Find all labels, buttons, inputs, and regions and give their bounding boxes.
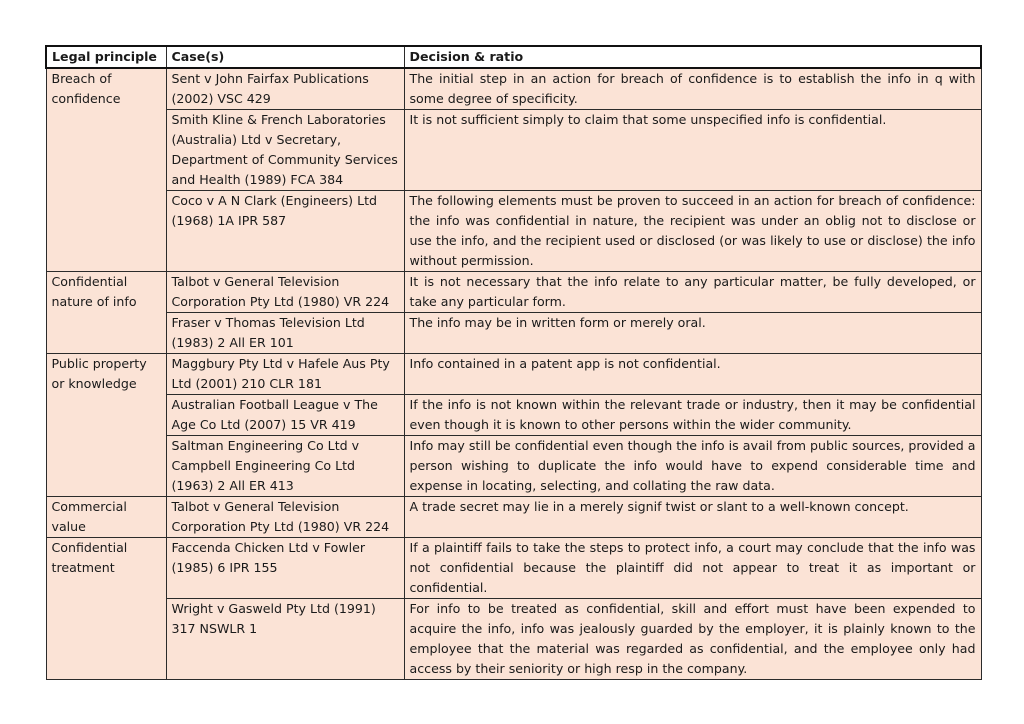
decision-cell: Info may still be confidential even though the info is avail from public sources, provided a person wishing to duplicate the info would have to expend considerable time and expense in locating, selecting, and collating the raw data. (404, 436, 981, 497)
case-cell: Faccenda Chicken Ltd v Fowler (1985) 6 IPR 155 (166, 538, 404, 599)
header-legal-principle: Legal principle (46, 46, 166, 68)
principle-cell: Confidential nature of info (46, 272, 166, 354)
table-row (46, 436, 981, 497)
header-row (46, 46, 981, 68)
table-header (46, 46, 981, 68)
table-row (46, 538, 981, 599)
case-cell: Talbot v General Television Corporation Pty Ltd (1980) VR 224 (166, 272, 404, 313)
case-cell: Wright v Gasweld Pty Ltd (1991) 317 NSWLR 1 (166, 599, 404, 680)
table-body (46, 68, 981, 680)
decision-cell: It is not necessary that the info relate to any particular matter, be fully developed, or take any particular form. (404, 272, 981, 313)
principle-cell: Commercial value (46, 497, 166, 538)
decision-cell: If a plaintiff fails to take the steps to protect info, a court may conclude that the info was not confidential because the plaintiff did not appear to treat it as important or confidential. (404, 538, 981, 599)
case-cell: Saltman Engineering Co Ltd v Campbell Engineering Co Ltd (1963) 2 All ER 413 (166, 436, 404, 497)
case-cell: Smith Kline & French Laboratories (Australia) Ltd v Secretary, Department of Community Services and Health (1989) FCA 384 (166, 110, 404, 191)
decision-cell: The following elements must be proven to succeed in an action for breach of confidence: the info was confidential in nature, the recipient was under an oblig not to disclose or use the info, and the recipient used or disclosed (or was likely to use or disclose) the info without permission. (404, 191, 981, 272)
principle-cell: Public property or knowledge (46, 354, 166, 497)
table-row (46, 497, 981, 538)
decision-cell: The initial step in an action for breach of confidence is to establish the info in q with some degree of specificity. (404, 68, 981, 110)
principle-cell: Confidential treatment (46, 538, 166, 680)
table-row (46, 110, 981, 191)
decision-cell: The info may be in written form or merely oral. (404, 313, 981, 354)
decision-cell: If the info is not known within the relevant trade or industry, then it may be confidential even though it is known to other persons within the wider community. (404, 395, 981, 436)
decision-cell: Info contained in a patent app is not confidential. (404, 354, 981, 395)
header-decision-ratio: Decision & ratio (404, 46, 981, 68)
table-row (46, 354, 981, 395)
case-cell: Fraser v Thomas Television Ltd (1983) 2 All ER 101 (166, 313, 404, 354)
case-cell: Talbot v General Television Corporation Pty Ltd (1980) VR 224 (166, 497, 404, 538)
decision-cell: A trade secret may lie in a merely signif twist or slant to a well-known concept. (404, 497, 981, 538)
decision-cell: It is not sufficient simply to claim that some unspecified info is confidential. (404, 110, 981, 191)
table-row (46, 272, 981, 313)
decision-cell: For info to be treated as confidential, skill and effort must have been expended to acquire the info, info was jealously guarded by the employer, it is plainly known to the employee that the material was regarded as confidential, and the employee only had access by their seniority or high resp in the company. (404, 599, 981, 680)
table-row (46, 313, 981, 354)
header-cases: Case(s) (166, 46, 404, 68)
table-row (46, 599, 981, 680)
case-cell: Australian Football League v The Age Co Ltd (2007) 15 VR 419 (166, 395, 404, 436)
table-row (46, 68, 981, 110)
principle-cell: Breach of confidence (46, 68, 166, 272)
legal-principles-table (45, 45, 982, 680)
table-row (46, 395, 981, 436)
case-cell: Coco v A N Clark (Engineers) Ltd (1968) 1A IPR 587 (166, 191, 404, 272)
case-cell: Sent v John Fairfax Publications (2002) VSC 429 (166, 68, 404, 110)
case-cell: Maggbury Pty Ltd v Hafele Aus Pty Ltd (2001) 210 CLR 181 (166, 354, 404, 395)
table-row (46, 191, 981, 272)
